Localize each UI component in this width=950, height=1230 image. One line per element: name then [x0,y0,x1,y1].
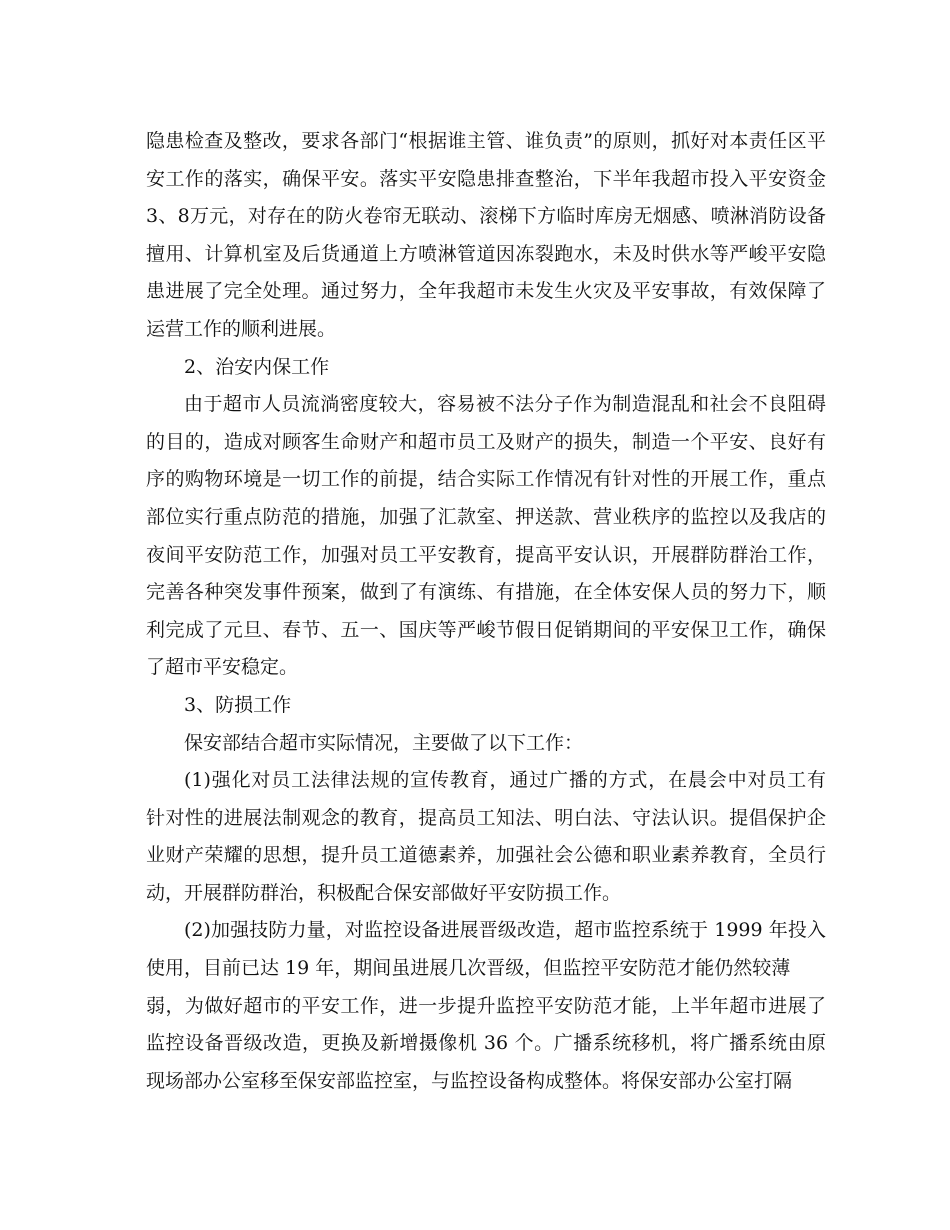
text-line: 保安部结合超市实际情况，主要做了以下工作： [184,731,584,754]
text-line: 业财产荣耀的思想，提升员工道德素养，加强社会公德和职业素养教育，全员行 [146,844,826,867]
section-heading: 2、治安内保工作 [184,355,330,378]
text-line: 安工作的落实，确保平安。落实平安隐患排查整治，下半年我超市投入平安资金 [146,167,826,190]
text-line: 部位实行重点防范的措施，加强了汇款室、押送款、营业秩序的监控以及我店的 [146,505,826,528]
text-line: 由于超市人员流淌密度较大，容易被不法分子作为制造混乱和社会不良阻碍 [184,393,826,416]
text-line: 患进展了完全处理。通过努力，全年我超市未发生火灾及平安事故，有效保障了 [146,280,826,303]
text-line: 夜间平安防范工作，加强对员工平安教育，提高平安认识，开展群防群治工作， [146,543,826,566]
text-line: 的目的，造成对顾客生命财产和超市员工及财产的损失，制造一个平安、良好有 [146,430,826,453]
text-line: 监控设备晋级改造，更换及新增摄像机 36 个。广播系统移机，将广播系统由原 [146,1032,826,1055]
text-line: 完善各种突发事件预案，做到了有演练、有措施，在全体安保人员的努力下，顺 [146,581,826,604]
text-line: 运营工作的顺利进展。 [146,317,337,340]
text-line: 擅用、计算机室及后货通道上方喷淋管道因冻裂跑水，未及时供水等严峻平安隐 [146,242,826,265]
text-line: (1)强化对员工法律法规的宣传教育，通过广播的方式，在晨会中对员工有 [184,769,826,792]
text-line: 了超市平安稳定。 [146,656,299,679]
text-line: 3、8万元，对存在的防火卷帘无联动、滚梯下方临时库房无烟感、喷淋消防设备 [146,205,826,228]
text-line: 序的购物环境是一切工作的前提，结合实际工作情况有针对性的开展工作，重点 [146,468,826,491]
text-line: 隐患检查及整改，要求各部门“根据谁主管、谁负责”的原则，抓好对本责任区平 [146,130,826,152]
text-line: 针对性的进展法制观念的教育，提高员工知法、明白法、守法认识。提倡保护企 [146,806,826,829]
text-line: 弱，为做好超市的平安工作，进一步提升监控平安防范才能，上半年超市进展了 [146,994,826,1017]
document-body [146,123,826,1100]
text-line: 动，开展群防群治，积极配合保安部做好平安防损工作。 [146,881,622,904]
text-line: (2)加强技防力量，对监控设备进展晋级改造，超市监控系统于 1999 年投入 [184,919,826,942]
text-line: 利完成了元旦、春节、五一、国庆等严峻节假日促销期间的平安保卫工作，确保 [146,618,826,641]
text-line: 现场部办公室移至保安部监控室，与监控设备构成整体。将保安部办公室打隔 [146,1069,793,1092]
text-line: 使用，目前已达 19 年，期间虽进展几次晋级，但监控平安防范才能仍然较薄 [146,957,791,980]
section-heading: 3、防损工作 [184,693,292,716]
